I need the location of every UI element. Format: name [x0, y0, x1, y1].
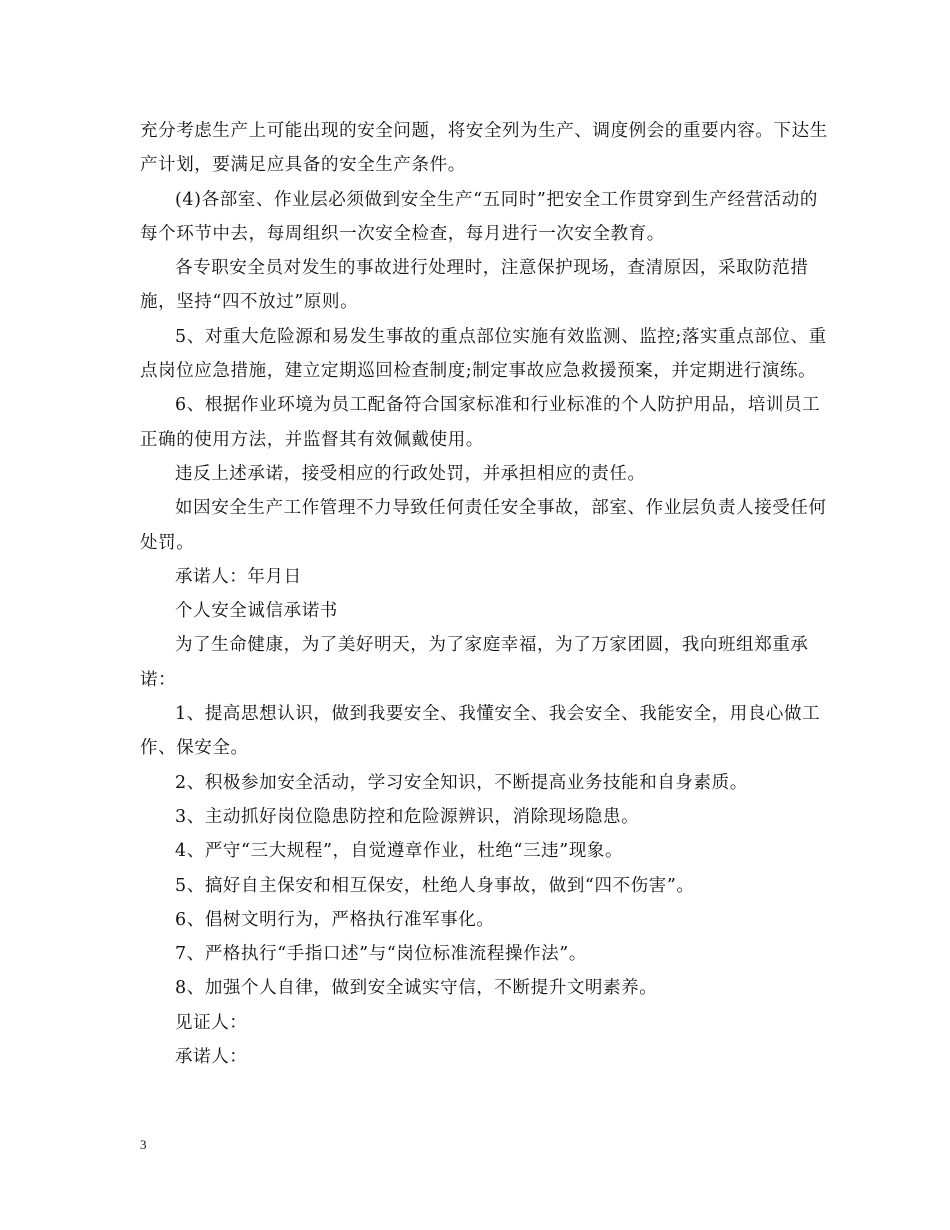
paragraph: 5、对重大危险源和易发生事故的重点部位实施有效监测、监控;落实重点部位、重点岗位应急措施，建立定期巡回检查制度;制定事故应急救援预案，并定期进行演练。	[140, 326, 827, 382]
paragraph: 各专职安全员对发生的事故进行处理时，注意保护现场，查清原因，采取防范措施，坚持“四不放过”原则。	[140, 258, 809, 313]
signature-line: 承诺人：年月日	[175, 566, 302, 587]
paragraph: 为了生命健康，为了美好明天，为了家庭幸福，为了万家团圆，我向班组郑重承诺：	[140, 635, 809, 690]
paragraph: 6、根据作业环境为员工配备符合国家标准和行业标准的个人防护用品，培训员工正确的使用方法，并监督其有效佩戴使用。	[140, 395, 821, 450]
paragraph: 充分考虑生产上可能出现的安全问题，将安全列为生产、调度例会的重要内容。下达生产计划，要满足应具备的安全生产条件。	[140, 121, 828, 176]
list-item: 4、严守“三大规程”，自觉遵章作业，杜绝“三违”现象。	[175, 841, 624, 862]
paragraph: 违反上述承诺，接受相应的行政处罚，并承担相应的责任。	[175, 463, 646, 484]
list-item: 7、严格执行“手指口述”与“岗位标准流程操作法”。	[175, 944, 587, 965]
list-item: 8、加强个人自律，做到安全诚实守信，不断提升文明素养。	[175, 978, 658, 999]
paragraph: 如因安全生产工作管理不力导致任何责任安全事故，部室、作业层负责人接受任何处罚。	[140, 498, 827, 553]
page-number: 3	[140, 1137, 147, 1152]
list-item: 5、搞好自主保安和相互保安，杜绝人身事故，做到“四不伤害”。	[175, 875, 695, 896]
signature-line: 承诺人：	[175, 1047, 248, 1068]
list-item: 1、提高思想认识，做到我要安全、我懂安全、我会安全、我能安全，用良心做工作、保安全。	[140, 704, 821, 759]
paragraph: (4)各部室、作业层必须做到安全生产“五同时”把安全工作贯穿到生产经营活动的每个环节中去，每周组织一次安全检查，每月进行一次安全教育。	[140, 189, 818, 244]
list-item: 2、积极参加安全活动，学习安全知识，不断提高业务技能和自身素质。	[175, 772, 748, 793]
section-title: 个人安全诚信承诺书	[175, 601, 338, 622]
witness-line: 见证人：	[175, 1012, 248, 1033]
document-body	[140, 114, 830, 1074]
list-item: 3、主动抓好岗位隐患防控和危险源辨识，消除现场隐患。	[175, 806, 640, 827]
list-item: 6、倡树文明行为，严格执行准军事化。	[175, 909, 495, 930]
